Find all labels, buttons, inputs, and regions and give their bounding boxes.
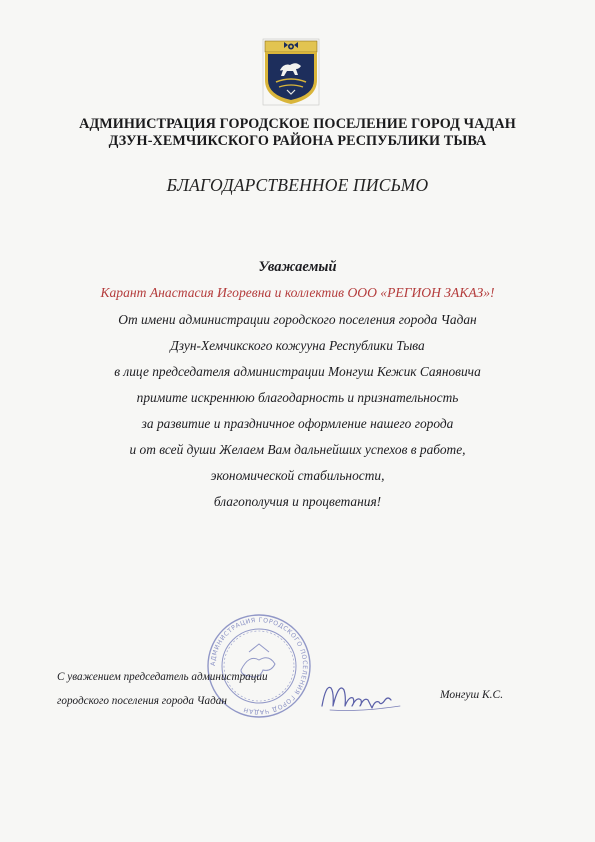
organization-header (40, 116, 555, 150)
body-line: От имени администрации городского поселения города Чадан (118, 312, 477, 327)
document-title: БЛАГОДАРСТВЕННОЕ ПИСЬМО (166, 175, 429, 195)
body-line: примите искреннюю благодарность и признательность (136, 390, 459, 405)
city-coat-of-arms-icon (262, 38, 320, 106)
header-line-2: ДЗУН-ХЕМЧИКСКОГО РАЙОНА РЕСПУБЛИКИ ТЫВА (108, 133, 487, 149)
body-line: экономической стабильности, (210, 468, 385, 483)
signature-block (57, 665, 268, 713)
seal-text: АДМИНИСТРАЦИЯ ГОРОДСКОГО ПОСЕЛЕНИЯ ГОРОД ЧАДАН (209, 616, 309, 716)
body-line: и от всей души Желаем Вам дальнейших успехов в работе, (129, 442, 466, 457)
body-line: Дзун-Хемчикского кожууна Республики Тыва (170, 338, 425, 353)
body-line: благополучия и процветания! (213, 494, 382, 509)
handwritten-signature (320, 676, 412, 716)
signatory-name: Монгуш К.С. (440, 689, 504, 701)
body-line: в лице председателя администрации Монгуш Кежик Саяновича (114, 364, 481, 379)
signature-title-line-1: С уважением председатель администрации (57, 671, 268, 683)
greeting: Уважаемый (258, 259, 337, 275)
body-line: за развитие и праздничное оформление нашего города (141, 416, 454, 431)
signature-title-line-2: городского поселения города Чадан (57, 695, 227, 707)
recipient-line: Карант Анастасия Игоревна и коллектив ООО «РЕГИОН ЗАКАЗ»! (100, 285, 495, 300)
letter-body (30, 256, 565, 515)
header-line-1: АДМИНИСТРАЦИЯ ГОРОДСКОЕ ПОСЕЛЕНИЕ ГОРОД ЧАДАН (79, 116, 516, 132)
